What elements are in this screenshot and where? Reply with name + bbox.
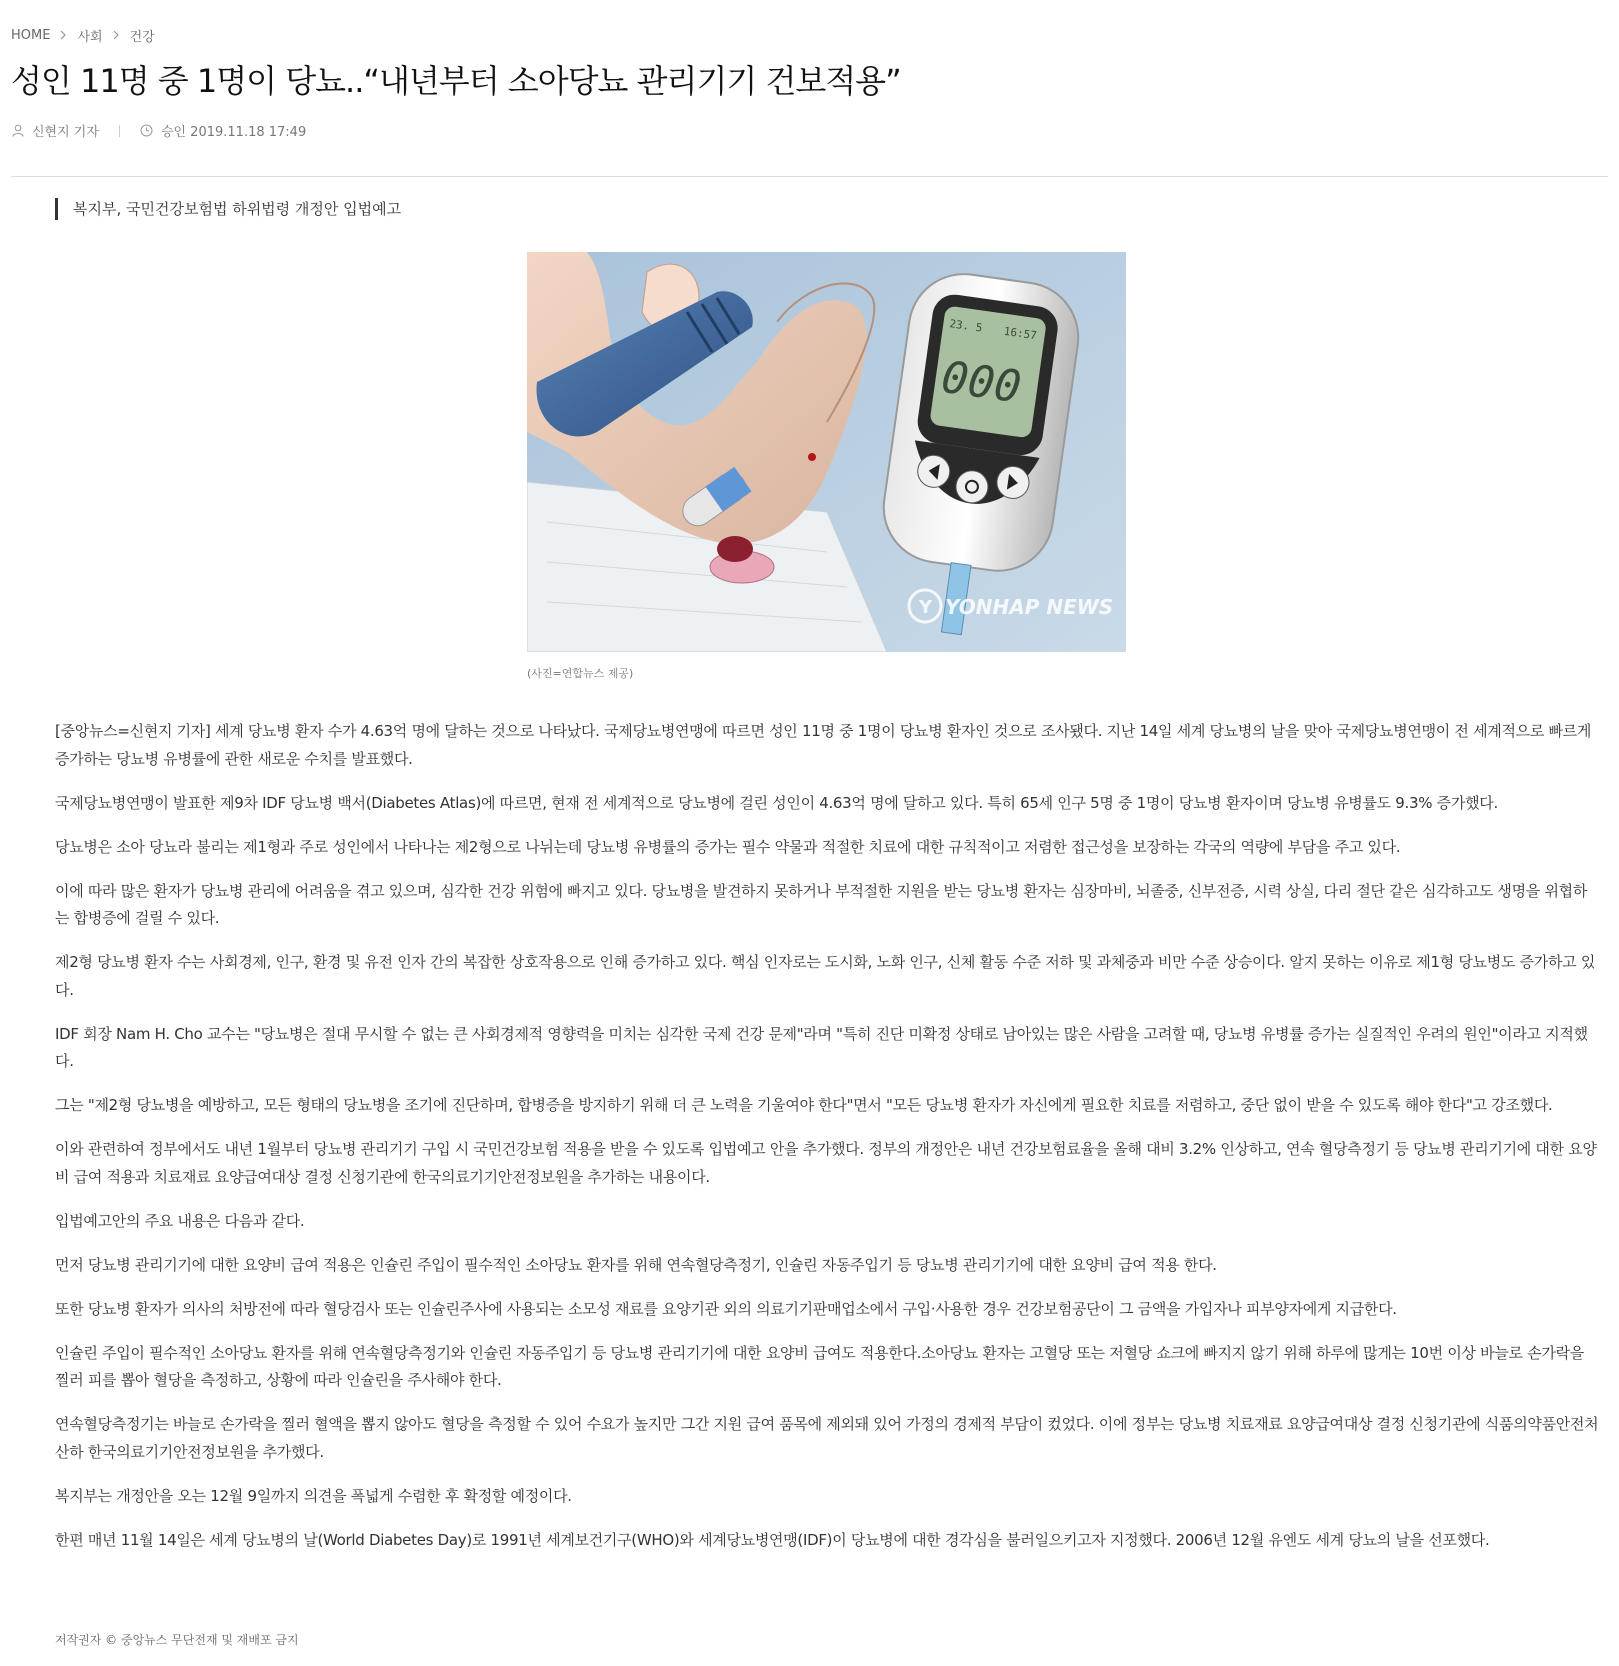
copyright-notice: 저작권자 © 중앙뉴스 무단전재 및 재배포 금지 xyxy=(55,1633,299,1647)
breadcrumb-subsection-link[interactable]: 건강 xyxy=(129,30,155,45)
header-divider xyxy=(11,176,1608,177)
article-photo xyxy=(527,252,1126,652)
photo-caption: (사진=연합뉴스 제공) xyxy=(527,667,634,680)
paragraph: 입법예고안의 주요 내용은 다음과 같다. xyxy=(55,1211,305,1230)
svg-text:Y: Y xyxy=(919,597,933,618)
author-name[interactable]: 신현지 기자 xyxy=(32,125,99,140)
paragraph: 당뇨병은 소아 당뇨라 불리는 제1형과 주로 성인에서 나타나는 제2형으로 나뉘는데 당뇨병 유병률의 증가는 필수 약물과 적절한 치료에 대한 규칙적이고 저렴한 접근성을 보장하는 각국의 역량에 부담을 주고 있다. xyxy=(55,837,1401,856)
svg-text:YONHAP NEWS: YONHAP NEWS xyxy=(945,595,1114,619)
paragraph: 또한 당뇨병 환자가 의사의 처방전에 따라 혈당검사 또는 인슐린주사에 사용되는 소모성 재료를 요양기관 외의 의료기기판매업소에서 구입·사용한 경우 건강보험공단이 그 금액을 가입자나 피부양자에게 지급한다. xyxy=(55,1299,1397,1318)
paragraph: IDF 회장 Nam H. Cho 교수는 "당뇨병은 절대 무시할 수 없는 큰 사회경제적 영향력을 미치는 심각한 국제 건강 문제"라며 "특히 진단 미확정 상태로 남아있는 많은 사람을 고려할 때, 당뇨병 유병률 증가는 실질적인 우려의 원인"이라고 지적했다. xyxy=(55,1024,1588,1070)
article-body xyxy=(55,718,1600,1571)
chevron-right-icon xyxy=(113,29,120,43)
paragraph: 이에 따라 많은 환자가 당뇨병 관리에 어려움을 겪고 있으며, 심각한 건강 위험에 빠지고 있다. 당뇨병을 발견하지 못하거나 부적절한 지원을 받는 당뇨병 환자는 심장마비, 뇌졸중, 신부전증, 시력 상실, 다리 절단 같은 심각하고도 생명을 위협하는 합병증에 걸릴 수 있다. xyxy=(55,881,1588,927)
paragraph: 먼저 당뇨병 관리기기에 대한 요양비 급여 적용은 인슐린 주입이 필수적인 소아당뇨 환자를 위해 연속혈당측정기, 인슐린 자동주입기 등 당뇨병 관리기기에 대한 요양비 급여 적용 한다. xyxy=(55,1255,1217,1274)
clock-icon xyxy=(140,124,153,137)
article-subtitle: 복지부, 국민건강보험법 하위법령 개정안 입법예고 xyxy=(55,198,401,220)
svg-text:16:57: 16:57 xyxy=(1003,324,1038,343)
meta-divider xyxy=(119,125,120,137)
paragraph: 인슐린 주입이 필수적인 소아당뇨 환자를 위해 연속혈당측정기와 인슐린 자동주입기 등 당뇨병 관리기기에 대한 요양비 급여도 적용한다.소아당뇨 환자는 고혈당 또는 저혈당 쇼크에 빠지지 않기 위해 하루에 많게는 10번 이상 바늘로 손가락을 찔러 피를 뽑아 혈당을 측정하고, 상황에 따라 인슐린을 주사해야 한다. xyxy=(55,1343,1584,1389)
paragraph: 한편 매년 11월 14일은 세계 당뇨병의 날(World Diabetes Day)로 1991년 세계보건기구(WHO)와 세계당뇨병연맹(IDF)이 당뇨병에 대한 경각심을 불러일으키고자 지정했다. 2006년 12월 유엔도 세계 당뇨의 날을 선포했다. xyxy=(55,1530,1490,1549)
svg-text:23. 5: 23. 5 xyxy=(948,317,984,335)
breadcrumb-home-link[interactable]: HOME xyxy=(11,28,51,43)
article-meta xyxy=(12,121,306,140)
breadcrumb-section-link[interactable]: 사회 xyxy=(77,30,103,45)
paragraph: 제2형 당뇨병 환자 수는 사회경제, 인구, 환경 및 유전 인자 간의 복잡한 상호작용으로 인해 증가하고 있다. 핵심 인자로는 도시화, 노화 인구, 신체 활동 수준 저하 및 과체중과 비만 수준 상승이다. 알지 못하는 이유로 제1형 당뇨병도 증가하고 있다. xyxy=(55,953,1596,999)
paragraph: 그는 "제2형 당뇨병을 예방하고, 모든 형태의 당뇨병을 조기에 진단하며, 합병증을 방지하기 위해 더 큰 노력을 기울여야 한다"면서 "모든 당뇨병 환자가 자신에게 필요한 치료를 저렴하고, 중단 없이 받을 수 있도록 해야 한다"고 강조했다. xyxy=(55,1096,1553,1114)
approved-date: 승인 2019.11.18 17:49 xyxy=(160,125,307,140)
breadcrumb xyxy=(11,26,155,45)
paragraph: 복지부는 개정안을 오는 12월 9일까지 의견을 폭넓게 수렴한 후 확정할 예정이다. xyxy=(55,1486,572,1505)
paragraph: [중앙뉴스=신현지 기자] 세계 당뇨병 환자 수가 4.63억 명에 달하는 것으로 나타났다. 국제당뇨병연맹에 따르면 성인 11명 중 1명이 당뇨병 환자인 것으로 조사됐다. 지난 14일 세계 당뇨병의 날을 맞아 국제당뇨병연맹이 전 세계적으로 빠르게 증가하는 당뇨병 유병률에 관한 새로운 수치를 발표했다. xyxy=(55,722,1592,768)
svg-text:000: 000 xyxy=(938,351,1025,414)
paragraph: 국제당뇨병연맹이 발표한 제9차 IDF 당뇨병 백서(Diabetes Atlas)에 따르면, 현재 전 세계적으로 당뇨병에 걸린 성인이 4.63억 명에 달하고 있다. 특히 65세 인구 5명 중 1명이 당뇨병 환자이며 당뇨병 유병률도 9.3% 증가했다. xyxy=(55,793,1498,812)
article-title: 성인 11명 중 1명이 당뇨..“내년부터 소아당뇨 관리기기 건보적용” xyxy=(11,62,901,100)
person-icon xyxy=(12,124,24,137)
glucose-meter-illustration xyxy=(527,252,1126,652)
paragraph: 연속혈당측정기는 바늘로 손가락을 찔러 혈액을 뽑지 않아도 혈당을 측정할 수 있어 수요가 높지만 그간 지원 급여 품목에 제외돼 있어 가정의 경제적 부담이 컸었다. 이에 정부는 당뇨병 치료재료 요양급여대상 결정 신청기관에 식품의약품안전처 산하 한국의료기기안전정보원을 추가했다. xyxy=(55,1415,1599,1461)
chevron-right-icon xyxy=(60,29,67,43)
paragraph: 이와 관련하여 정부에서도 내년 1월부터 당뇨병 관리기기 구입 시 국민건강보험 적용을 받을 수 있도록 입법예고 안을 추가했다. 정부의 개정안은 내년 건강보험료율을 올해 대비 3.2% 인상하고, 연속 혈당측정기 등 당뇨병 관리기기에 대한 요양비 급여 적용과 치료재료 요양급여대상 결정 신청기관에 한국의료기기안전정보원을 추가하는 내용이다. xyxy=(55,1140,1597,1186)
